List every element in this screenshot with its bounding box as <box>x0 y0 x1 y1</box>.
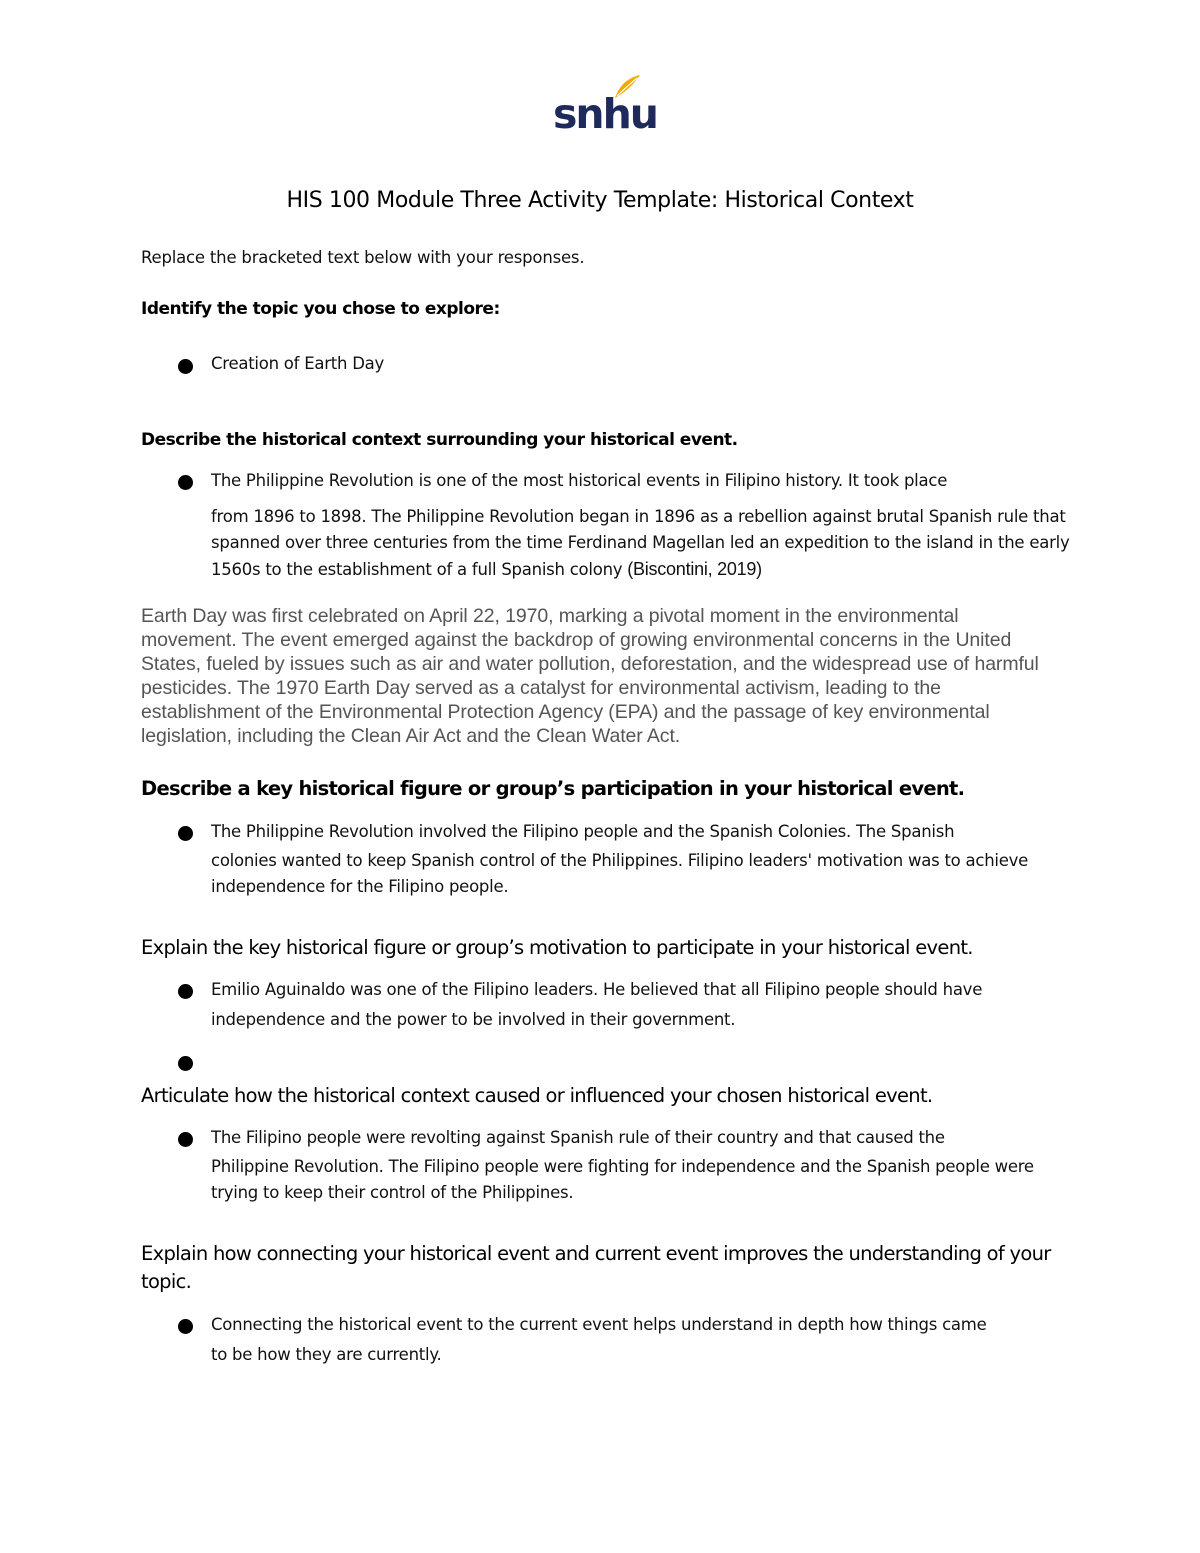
answer-rest: independence and the power to be involved in their government. <box>211 1010 736 1029</box>
logo-wordmark: snhu <box>553 90 657 138</box>
answer-first-line: The Filipino people were revolting against Spanish rule of their country and that caused the <box>211 1128 945 1147</box>
answer-rest: to be how they are currently. <box>211 1345 442 1364</box>
section-heading-participation: Describe a key historical figure or group’s participation in your historical event. <box>141 777 965 800</box>
page-title: HIS 100 Module Three Activity Template: Historical Context <box>286 188 914 213</box>
answer-first-line: Emilio Aguinaldo was one of the Filipino leaders. He believed that all Filipino people should have <box>211 980 983 999</box>
bullet-icon <box>178 1132 193 1147</box>
answer-motivation <box>211 977 1071 1033</box>
answer-text: Creation of Earth Day <box>211 354 385 373</box>
instructions: Replace the bracketed text below with your responses. <box>141 248 585 267</box>
answer-connection <box>211 1312 1071 1368</box>
answer-continuation <box>211 504 1071 583</box>
answer-participation <box>211 819 1071 900</box>
bullet-icon <box>178 826 193 841</box>
section-heading-influence: Articulate how the historical context caused or influenced your chosen historical event. <box>141 1084 933 1107</box>
section-heading-motivation: Explain the key historical figure or group’s motivation to participate in your historical event. <box>141 936 973 959</box>
answer-topic <box>211 350 1071 377</box>
bullet-icon <box>178 1319 193 1334</box>
bullet-icon <box>178 359 193 374</box>
answer-rest: Philippine Revolution. The Filipino people were fighting for independence and the Spanish people were trying to keep their control of the Philippines. <box>211 1157 1034 1202</box>
answer-first-line: The Philippine Revolution involved the Filipino people and the Spanish Colonies. The Spanish <box>211 822 955 841</box>
citation: (Biscontini, 2019) <box>627 559 762 579</box>
section-heading-connection: Explain how connecting your historical event and current event improves the understanding of your topic. <box>141 1242 1051 1293</box>
earth-day-paragraph: Earth Day was first celebrated on April 22, 1970, marking a pivotal moment in the environmental movement. The event emerged against the backdrop of growing environmental concerns in the United States, fueled by issues such as air and water pollution, deforestation, and the widespread use of harmful pesticides. The 1970 Earth Day served as a catalyst for environmental activism, leading to the establishment of the Environmental Protection Agency (EPA) and the passage of key environmental legislation, including the Clean Air Act and the Clean Water Act. <box>141 605 1039 747</box>
snhu-logo <box>553 74 657 138</box>
bullet-icon <box>178 984 193 999</box>
bullet-icon <box>178 475 193 490</box>
section-heading-context: Describe the historical context surrounding your historical event. <box>141 430 738 450</box>
answer-first-line: Connecting the historical event to the current event helps understand in depth how things came <box>211 1315 987 1334</box>
answer-rest: from 1896 to 1898. The Philippine Revolution began in 1896 as a rebellion against brutal Spanish rule that spanned over three centuries from the time Ferdinand Magellan led an expedition to the island in the early 1560s to the establishment of a full Spanish colony <box>211 507 1070 579</box>
answer-influence <box>211 1125 1071 1206</box>
answer-rest: colonies wanted to keep Spanish control of the Philippines. Filipino leaders' motivation was to achieve independence for the Filipino people. <box>211 851 1029 896</box>
bullet-icon <box>178 1056 193 1071</box>
section-heading-topic: Identify the topic you chose to explore: <box>141 299 500 319</box>
answer-context <box>211 468 1071 583</box>
answer-first-line: The Philippine Revolution is one of the most historical events in Filipino history. It took place <box>211 471 948 490</box>
